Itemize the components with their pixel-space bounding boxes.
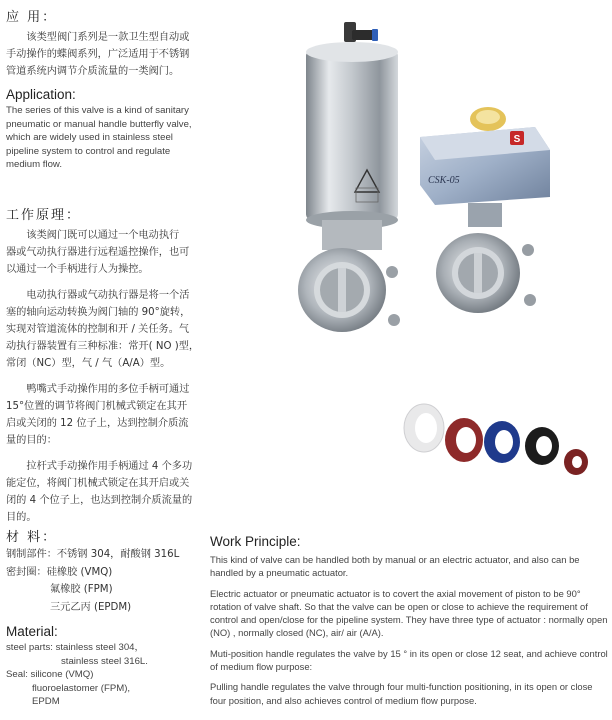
work-principle-en-paragraph-4: Pulling handle regulates the valve through four multi-function positioning, in its open or close four position, and also achieves control of medium flow purpose.	[210, 681, 593, 706]
work-principle-en-paragraph-2: Electric actuator or pneumatic actuator is to covert the axial movement of piston to be 90° rotation of valve shaft. So that the valve can be open or close to achieve the requirement of control and open/close for the pipeline system. They have three type of actuator : normally open (NO) , normally closed (NC), air/ air (A/A).	[210, 587, 608, 639]
material-en-seal: Seal: silicone (VMQ)	[6, 669, 94, 680]
material-en-heading: Material:	[6, 624, 58, 639]
work-principle-en-paragraph-1: This kind of valve can be handled both by manual or an electric actuator, and also can be handled by a pneumatic actuator.	[210, 554, 580, 579]
material-en-seal-epdm: EPDM	[32, 696, 60, 707]
seal-rings-image	[398, 398, 598, 488]
material-cn-section	[6, 526, 216, 616]
principle-cn-paragraph-2: 电动执行器或气动执行器是将一个活 塞的轴向运动转换为阀门轴的 90°旋转， 实现对管道流体的控制和开 / 关任务。气 动执行器装置有三种标准：常开( NO )型， 常闭（NC）型，气 / 气（A/A）型。	[6, 290, 200, 369]
material-en-steel-316l: stainless steel 316L.	[61, 655, 148, 667]
material-cn-heading: 材 料：	[6, 530, 58, 545]
electric-butterfly-valve-image	[410, 105, 560, 345]
material-en-steel: steel parts: stainless steel 304，	[6, 642, 145, 653]
seal-ring-small-red	[564, 449, 588, 475]
actuator-badge: S	[513, 134, 521, 145]
principle-cn-paragraph-3: 鸭嘴式手动操作用的多位手柄可通过 15°位置的调节将阀门机械式锁定在其开 启或关闭的 12 位子上，达到控制介质流 量的目的：	[6, 384, 190, 446]
actuator-brand: CSK-05	[428, 175, 460, 186]
application-cn-heading: 应 用：	[6, 10, 58, 25]
material-en-section	[6, 624, 216, 709]
seal-ring-white-silicone	[404, 404, 444, 452]
material-cn-seal-epdm: 三元乙丙 (EPDM)	[50, 601, 132, 613]
application-en-text: The series of this valve is a kind of sanitary pneumatic or manual handle butterfly valve, which are widely used in stainless steel pipeline system to control and regulate medium flow.	[6, 105, 192, 171]
application-en-section	[6, 87, 221, 172]
work-principle-en-heading: Work Principle:	[210, 534, 301, 549]
application-en-heading: Application:	[6, 87, 76, 102]
application-cn-section	[6, 6, 221, 80]
work-principle-en-section	[210, 534, 608, 714]
material-cn-seal-fpm: 氟橡胶 (FPM)	[50, 584, 113, 595]
seal-ring-black-epdm	[525, 427, 559, 465]
principle-cn-paragraph-4: 拉杆式手动操作用手柄通过 4 个多功 能定位，将阀门机械式锁定在其开启或关 闭的 4 个位子上，也达到控制介质流量的 目的。	[6, 461, 193, 523]
work-principle-en-paragraph-3: Muti-position handle regulates the valve by 15 ° in its open or close 12 seat, and achieve control of medium flow purpose:	[210, 647, 608, 673]
principle-cn-section	[6, 204, 224, 526]
principle-cn-paragraph-1: 该类阀门既可以通过一个电动执行 器或气动执行器进行远程遥控操作，也可 以通过一个手柄进行人为操控。	[6, 230, 190, 275]
application-cn-text: 该类型阀门系列是一款卫生型自动或 手动操作的蝶阀系列，广泛适用于不锈钢 管道系统内调节介质流量的一类阀门。	[6, 32, 190, 77]
material-cn-seal: 密封圈：硅橡胶 (VMQ)	[6, 566, 113, 578]
pneumatic-butterfly-valve-image	[282, 20, 422, 340]
seal-ring-blue	[484, 421, 520, 463]
seal-ring-red-fpm	[445, 418, 483, 462]
material-cn-steel: 钢制部件：不锈钢 304，耐酸钢 316L	[6, 549, 180, 560]
material-en-seal-fpm: fluoroelastomer (FPM),	[32, 682, 131, 694]
principle-cn-heading: 工作原理：	[6, 208, 82, 223]
